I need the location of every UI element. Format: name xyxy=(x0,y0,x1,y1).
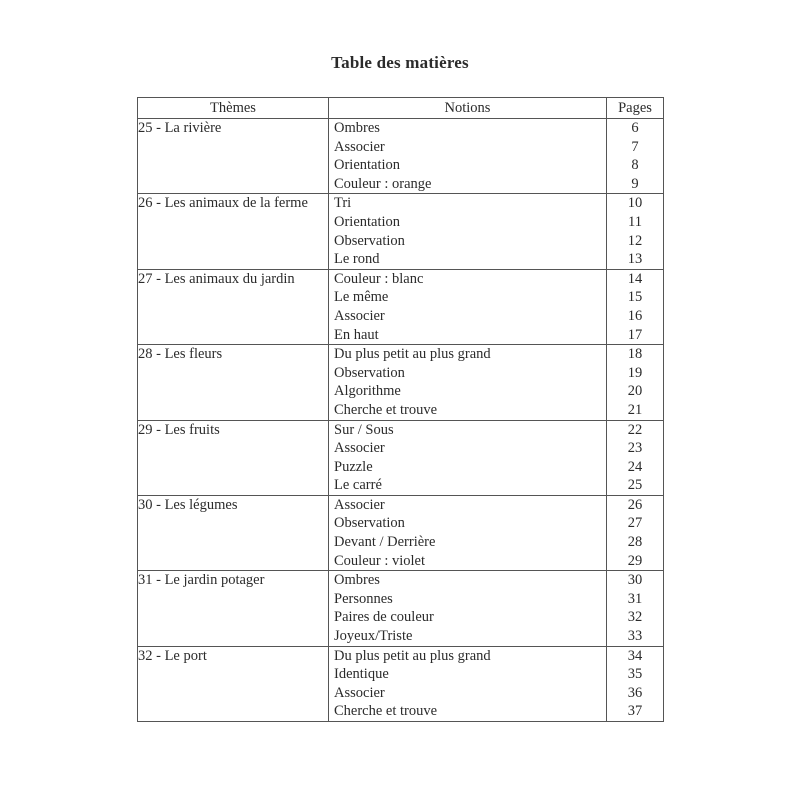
page-number: 21 xyxy=(627,401,643,418)
notion-item: Couleur : blanc xyxy=(334,270,424,287)
page-number: 23 xyxy=(627,440,643,457)
notions-cell xyxy=(329,420,607,495)
theme-cell xyxy=(138,495,329,570)
notion-item: Du plus petit au plus grand xyxy=(334,346,491,363)
page-number: 29 xyxy=(627,552,643,569)
page-number: 14 xyxy=(627,270,643,287)
table-row xyxy=(138,345,664,420)
page-number: 11 xyxy=(628,213,642,230)
notion-item: Personnes xyxy=(334,590,393,607)
notion-item: Algorithme xyxy=(334,383,401,400)
page-number: 24 xyxy=(627,458,643,475)
notion-item: Observation xyxy=(334,515,405,532)
notion-item: Associer xyxy=(334,138,385,155)
table-row xyxy=(138,194,664,269)
notions-cell xyxy=(329,495,607,570)
theme-label: 29 - Les fruits xyxy=(138,421,220,438)
theme-cell xyxy=(138,345,329,420)
pages-cell xyxy=(607,646,664,721)
notion-item: En haut xyxy=(334,326,379,343)
page-number: 32 xyxy=(627,609,643,626)
table-row xyxy=(138,495,664,570)
column-header-notions: Notions xyxy=(329,98,607,119)
page-number: 26 xyxy=(627,496,643,513)
pages-cell xyxy=(607,119,664,194)
notion-item: Cherche et trouve xyxy=(334,401,438,418)
page-number: 27 xyxy=(627,515,643,532)
notion-item: Observation xyxy=(334,232,405,249)
table-row xyxy=(138,269,664,344)
notions-cell xyxy=(329,119,607,194)
column-header-pages: Pages xyxy=(607,98,664,119)
notion-item: Le même xyxy=(334,289,389,306)
theme-label: 25 - La rivière xyxy=(138,120,222,136)
pages-cell xyxy=(607,420,664,495)
page-number: 28 xyxy=(627,534,643,551)
table-of-contents xyxy=(137,97,664,722)
page-number: 19 xyxy=(627,364,643,381)
notion-item: Observation xyxy=(334,364,405,381)
page-number: 34 xyxy=(627,647,643,664)
notion-item: Associer xyxy=(334,307,385,324)
notion-item: Identique xyxy=(334,666,389,683)
notion-item: Associer xyxy=(334,684,385,701)
theme-label: 26 - Les animaux de la ferme xyxy=(138,195,308,212)
theme-label: 32 - Le port xyxy=(138,647,207,664)
notion-item: Du plus petit au plus grand xyxy=(334,647,491,664)
table-row xyxy=(138,571,664,646)
page-title: Table des matières xyxy=(331,53,469,72)
pages-cell xyxy=(607,269,664,344)
theme-label: 30 - Les légumes xyxy=(138,496,238,513)
table-header-row xyxy=(138,98,664,119)
notions-cell xyxy=(329,194,607,269)
page-number: 7 xyxy=(631,138,639,155)
notion-item: Associer xyxy=(334,440,385,457)
notion-item: Le carré xyxy=(334,477,382,494)
page-number: 36 xyxy=(627,684,643,701)
theme-cell xyxy=(138,269,329,344)
theme-cell xyxy=(138,420,329,495)
notion-item: Orientation xyxy=(334,213,401,230)
table-body xyxy=(138,119,664,722)
theme-label: 31 - Le jardin potager xyxy=(138,572,265,589)
notion-item: Puzzle xyxy=(334,458,373,475)
theme-cell xyxy=(138,119,329,194)
notion-item: Cherche et trouve xyxy=(334,703,438,720)
column-header-themes: Thèmes xyxy=(138,98,329,119)
notion-item: Associer xyxy=(334,496,385,513)
page-number: 37 xyxy=(627,703,643,720)
page-number: 22 xyxy=(627,421,643,438)
pages-cell xyxy=(607,345,664,420)
table-row xyxy=(138,119,664,194)
notion-item: Joyeux/Triste xyxy=(334,628,413,645)
page-number: 20 xyxy=(627,383,643,400)
notion-item: Paires de couleur xyxy=(334,609,434,626)
pages-cell xyxy=(607,571,664,646)
notion-item: Orientation xyxy=(334,157,401,174)
page-number: 18 xyxy=(627,346,643,363)
notion-item: Ombres xyxy=(334,120,380,136)
notions-cell xyxy=(329,345,607,420)
notion-item: Ombres xyxy=(334,572,380,589)
page-number: 35 xyxy=(627,666,643,683)
page-number: 6 xyxy=(631,120,639,136)
notions-cell xyxy=(329,646,607,721)
pages-cell xyxy=(607,495,664,570)
theme-cell xyxy=(138,194,329,269)
theme-cell xyxy=(138,646,329,721)
page-number: 15 xyxy=(627,289,643,306)
page-number: 9 xyxy=(631,175,639,192)
page-number: 30 xyxy=(627,572,643,589)
table-row xyxy=(138,646,664,721)
notion-item: Le rond xyxy=(334,251,380,268)
pages-cell xyxy=(607,194,664,269)
notion-item: Couleur : violet xyxy=(334,552,426,569)
page-number: 10 xyxy=(627,195,643,212)
notions-cell xyxy=(329,571,607,646)
page-number: 13 xyxy=(627,251,643,268)
page-number: 17 xyxy=(627,326,643,343)
notion-item: Couleur : orange xyxy=(334,175,432,192)
notion-item: Tri xyxy=(334,195,352,212)
page-number: 12 xyxy=(627,232,643,249)
notions-cell xyxy=(329,269,607,344)
theme-label: 28 - Les fleurs xyxy=(138,346,223,363)
page-number: 31 xyxy=(627,590,643,607)
page-number: 33 xyxy=(627,628,643,645)
notion-item: Devant / Derrière xyxy=(334,534,436,551)
notion-item: Sur / Sous xyxy=(334,421,394,438)
page-number: 25 xyxy=(627,477,643,494)
theme-cell xyxy=(138,571,329,646)
theme-label: 27 - Les animaux du jardin xyxy=(138,270,295,287)
table-row xyxy=(138,420,664,495)
page-number: 16 xyxy=(627,307,643,324)
page-number: 8 xyxy=(631,157,639,174)
